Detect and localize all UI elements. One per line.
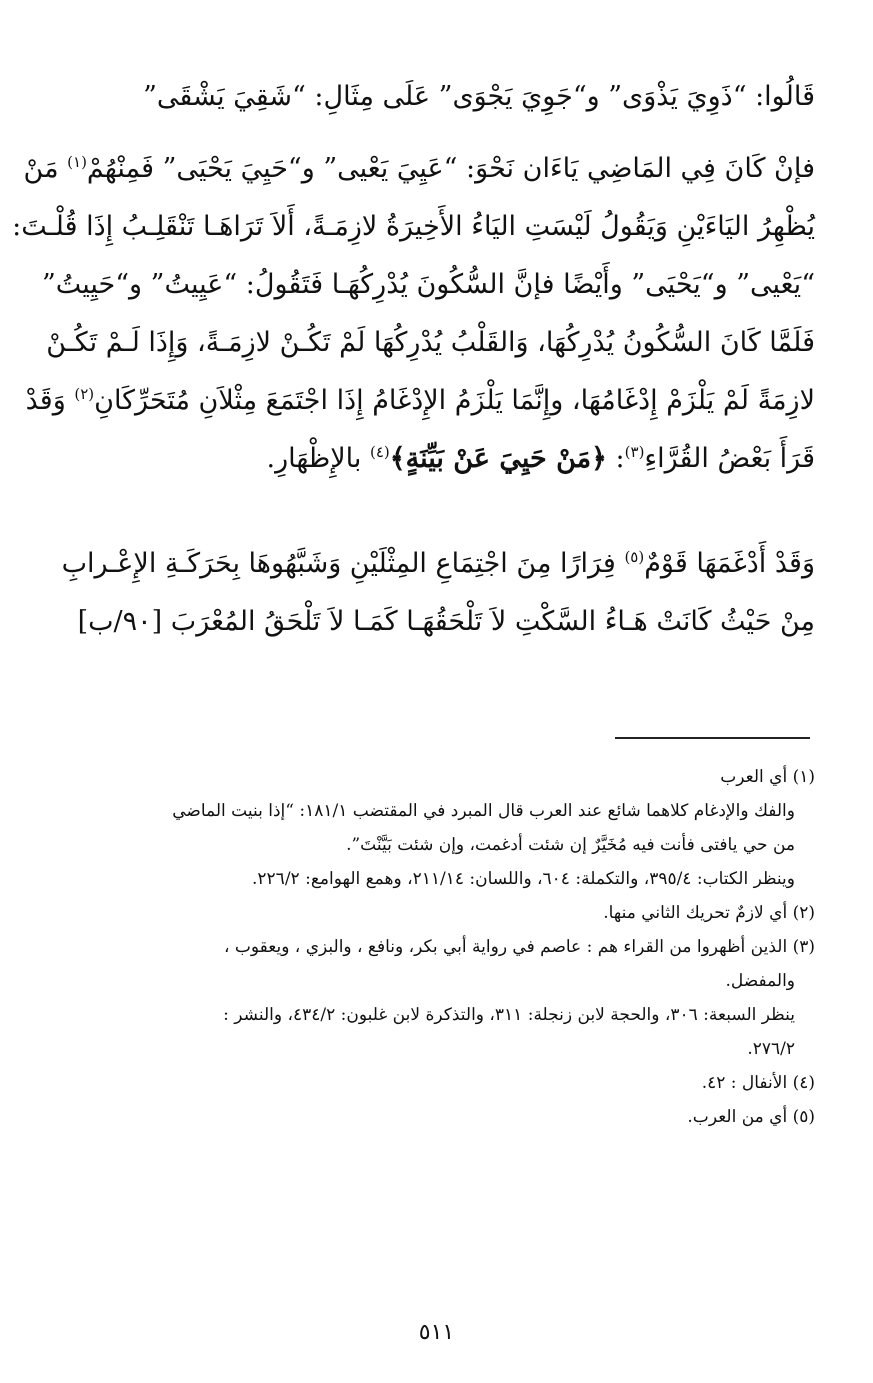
main-body-paragraph-1 [12,140,815,488]
footnote-line-1: (١) أي العرب [720,767,815,787]
page-number: ٥١١ [418,1320,455,1345]
body-line-2-text: فإنْ كَانَ فِي المَاضِي يَاءَان نَحْوَ: “عَيِيَ يَعْيى” و“حَيِيَ يَحْيَى” فَمِنْهُمْ [86,153,815,184]
footnote-marker-3: (٣) [624,443,645,461]
footnote-line-5: (٢) أي لازمٌ تحريك الثاني منها. [603,903,815,923]
body-line-7-text: قَرَأَ بَعْضُ القُرَّاءِ [644,443,815,474]
footnote-marker-5: (٥) [624,548,645,566]
footnote-line-3: من حي يافتى فأنت فيه مُخَيَّرٌ إن شئت أدغمت، وإن شئت بَيَّنْتَ”. [346,835,795,855]
body-line-8-tail: فِرَارًا مِنَ اجْتِمَاعِ المِثْلَيْنِ وَشَبَّهُوهَا بِحَرَكَـةِ الإِعْـرابِ [61,548,616,579]
body-line-6-text: لازِمَةً لَمْ يَلْزَمْ إِدْغَامُهَا، وإِنَّمَا يَلْزَمُ الإِدْغَامُ إِذَا اجْتَمَعَ مِثْلاَنِ مُتَحَرِّكَانِ [94,385,815,416]
footnote-line-10: (٤) الأنفال : ٤٢. [701,1073,815,1093]
body-line-6-tail: وَقَدْ [25,385,66,416]
body-line-1: قَالُوا: “ذَوِيَ يَذْوَى” و“جَوِيَ يَجْوَى” عَلَى مِثَالِ: “شَقِيَ يَشْقَى” [143,81,815,112]
body-line-7-tail: بالإِظْهَارِ. [266,443,362,474]
footnote-line-11: (٥) أي من العرب. [687,1107,815,1127]
footnote-line-2: والفك والإدغام كلاهما شائع عند العرب قال المبرد في المقتضب ١٨١/١: “إذا بنيت الماضي [172,801,795,821]
body-line-6 [25,372,815,430]
footnote-line-6: (٣) الذين أظهروا من القراء هم : عاصم في رواية أبي بكر، ونافع ، والبزي ، ويعقوب ، [223,937,815,957]
footnote-marker-1: (١) [67,153,87,171]
main-body-paragraph-2 [60,535,815,651]
footnotes-section [85,760,815,1134]
body-line-2-tail: مَنْ [23,153,59,184]
body-line-8-text: وَقَدْ أَدْغَمَهَا قَوْمٌ [644,548,815,579]
body-line-3: يُظْهِرُ اليَاءَيْنِ وَيَقُولُ لَيْسَتِ اليَاءُ الأَخِيرَةُ لازِمَـةً، أَلاَ تَرَاهَـا تَنْقَلِـبُ إِذَا قُلْـتَ: [12,211,815,242]
footnote-marker-2: (٢) [74,385,95,403]
body-line-7-sep: : [615,443,625,474]
footnote-line-4: وينظر الكتاب: ٣٩٥/٤، والتكملة: ٦٠٤، واللسان: ٢١١/١٤، وهمع الهوامع: ٢٢٦/٢. [252,869,795,889]
quran-verse: ﴿مَنْ حَيِيَ عَنْ بَيِّنَةٍ﴾ [389,443,607,474]
body-line-7 [60,430,815,488]
body-line-9: مِنْ حَيْثُ كَانَتْ هَـاءُ السَّكْتِ لاَ تَلْحَقُهَـا كَمَـا لاَ تَلْحَقُ المُعْرَبَ [٩٠/ب] [77,606,815,637]
footnote-separator [615,737,810,739]
body-line-8 [60,535,815,593]
footnote-line-9: ٢٧٦/٢. [747,1039,795,1059]
footnote-marker-4: (٤) [370,443,390,461]
footnote-line-8: ينظر السبعة: ٣٠٦، والحجة لابن زنجلة: ٣١١، والتذكرة لابن غلبون: ٤٣٤/٢، والنشر : [223,1005,795,1025]
body-line-4: “يَعْيى” و“يَحْيَى” وأَيْضًا فإنَّ السُّكُونَ يُدْرِكُهَـا فَتَقُولُ: “عَيِيتُ” و“حَيِيتُ” [41,269,815,300]
body-line-5: فَلَمَّا كَانَ السُّكُونُ يُدْرِكُهَا، وَالقَلْبُ يُدْرِكُهَا لَمْ تَكُـنْ لازِمَـةً، وَإِذَا لَـمْ تَكُـنْ [46,327,815,358]
main-body-text [60,68,815,126]
body-line-2 [23,140,815,198]
footnote-line-7: والمفضل. [725,971,795,991]
